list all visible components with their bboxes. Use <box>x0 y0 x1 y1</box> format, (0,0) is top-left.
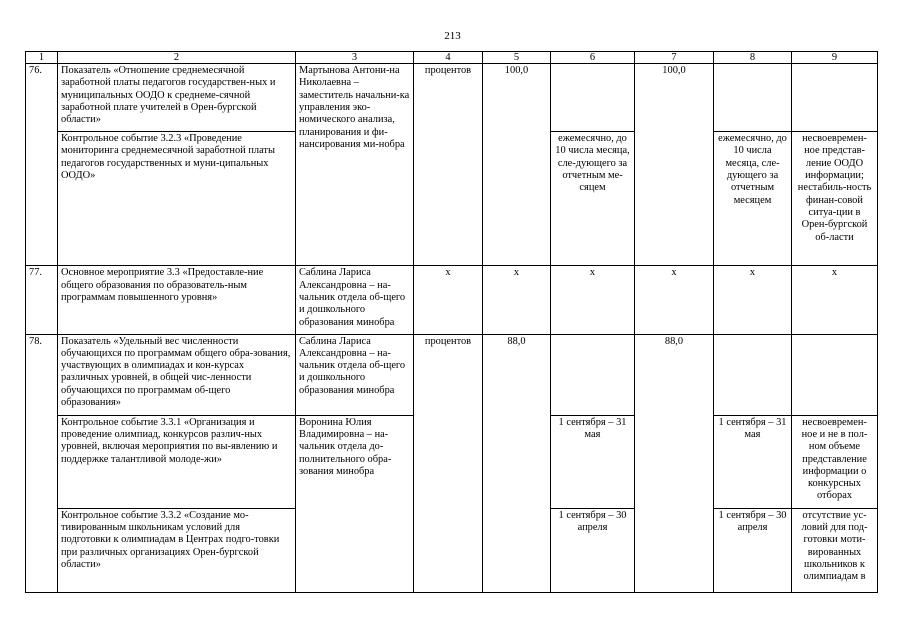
header-cell: 6 <box>551 52 635 64</box>
empty-cell <box>551 64 635 132</box>
value-cell: 100,0 <box>483 64 551 266</box>
deadline-cell: 1 сентября – 30 апреля <box>714 508 792 592</box>
responsible-person: Воронина Юлия Владимировна – на-чальник отдела до-полнительного обра-зования минобра <box>296 415 414 592</box>
responsible-person: Мартынова Антони-на Николаевна – заместитель начальни-ка управления эко-номического анализа, планирования и фи-нансирования ми-нобра <box>296 64 414 266</box>
header-cell: 4 <box>414 52 483 64</box>
empty-cell <box>714 64 792 132</box>
header-cell: 2 <box>58 52 296 64</box>
control-event-text: Контрольное событие 3.3.1 «Организация и проведение олимпиад, конкурсов различ-ных уровней, включая мероприятия по вы-явлению и поддержке талантливой молоде-жи» <box>58 415 296 508</box>
empty-cell <box>551 334 635 415</box>
value-cell: 100,0 <box>635 64 714 266</box>
header-cell: 8 <box>714 52 792 64</box>
header-row <box>26 52 878 64</box>
row-number: 78. <box>26 334 58 593</box>
indicator-text: Основное мероприятие 3.3 «Предоставле-ние общего образования по образователь-ным программам повышенного уровня» <box>58 266 296 334</box>
risk-cell: несвоевремен-ное представ-ление ООДО информации; нестабиль-ность финан-совой ситуа-ции в Орен-бургской об-ласти <box>792 132 878 266</box>
header-cell: 3 <box>296 52 414 64</box>
deadline-cell: ежемесячно, до 10 числа месяца, сле-дующего за отчетным месяцем <box>714 132 792 266</box>
row-number: 77. <box>26 266 58 334</box>
plan-table <box>25 51 878 593</box>
control-event-text: Контрольное событие 3.3.2 «Создание мо-тивированным школьникам условий для подготовки к олимпиадам в Центрах подго-товки при различных организациях Орен-бургской области» <box>58 508 296 592</box>
empty-cell <box>714 334 792 415</box>
indicator-text: Показатель «Отношение среднемесячной заработной платы педагогов государствен-ных и муниципальных ООДО к среднеме-сячной заработной плате учителей в Орен-бургской области» <box>58 64 296 132</box>
value-cell: 88,0 <box>635 334 714 593</box>
header-cell: 9 <box>792 52 878 64</box>
row-number: 76. <box>26 64 58 266</box>
header-cell: 7 <box>635 52 714 64</box>
x-mark: х <box>483 266 551 334</box>
responsible-person: Саблина Лариса Александровна – на-чальник отдела об-щего и дошкольного образования минобра <box>296 266 414 334</box>
header-cell: 1 <box>26 52 58 64</box>
value-cell: 88,0 <box>483 334 551 593</box>
table-row <box>26 64 878 132</box>
deadline-cell: ежемесячно, до 10 числа месяца, сле-дующего за отчетным ме-сяцем <box>551 132 635 266</box>
x-mark: х <box>414 266 483 334</box>
indicator-text: Показатель «Удельный вес численности обучающихся по программам общего обра-зования, участвующих в олимпиадах и кон-курсах различных уровней, в общей чис-ленности обучающихся по программам об-щего образования» <box>58 334 296 415</box>
x-mark: х <box>792 266 878 334</box>
deadline-cell: 1 сентября – 30 апреля <box>551 508 635 592</box>
page-number: 213 <box>444 30 461 42</box>
empty-cell <box>792 334 878 415</box>
header-cell: 5 <box>483 52 551 64</box>
deadline-cell: 1 сентября – 31 мая <box>551 415 635 508</box>
empty-cell <box>792 64 878 132</box>
unit-cell: процентов <box>414 334 483 593</box>
x-mark: х <box>714 266 792 334</box>
x-mark: х <box>551 266 635 334</box>
deadline-cell: 1 сентября – 31 мая <box>714 415 792 508</box>
risk-cell: несвоевремен-ное и не в пол-ном объеме представление информации о конкурсных отборах <box>792 415 878 508</box>
risk-cell: отсутствие ус-ловий для под-готовки моти-вированных школьников к олимпиадам в <box>792 508 878 592</box>
table-row <box>26 334 878 415</box>
unit-cell: процентов <box>414 64 483 266</box>
table-row <box>26 266 878 334</box>
x-mark: х <box>635 266 714 334</box>
responsible-person: Саблина Лариса Александровна – на-чальник отдела об-щего и дошкольного образования минобра <box>296 334 414 415</box>
control-event-text: Контрольное событие 3.2.3 «Проведение мониторинга среднемесячной заработной платы педагогов государственных и муни-ципальных ООДО» <box>58 132 296 266</box>
